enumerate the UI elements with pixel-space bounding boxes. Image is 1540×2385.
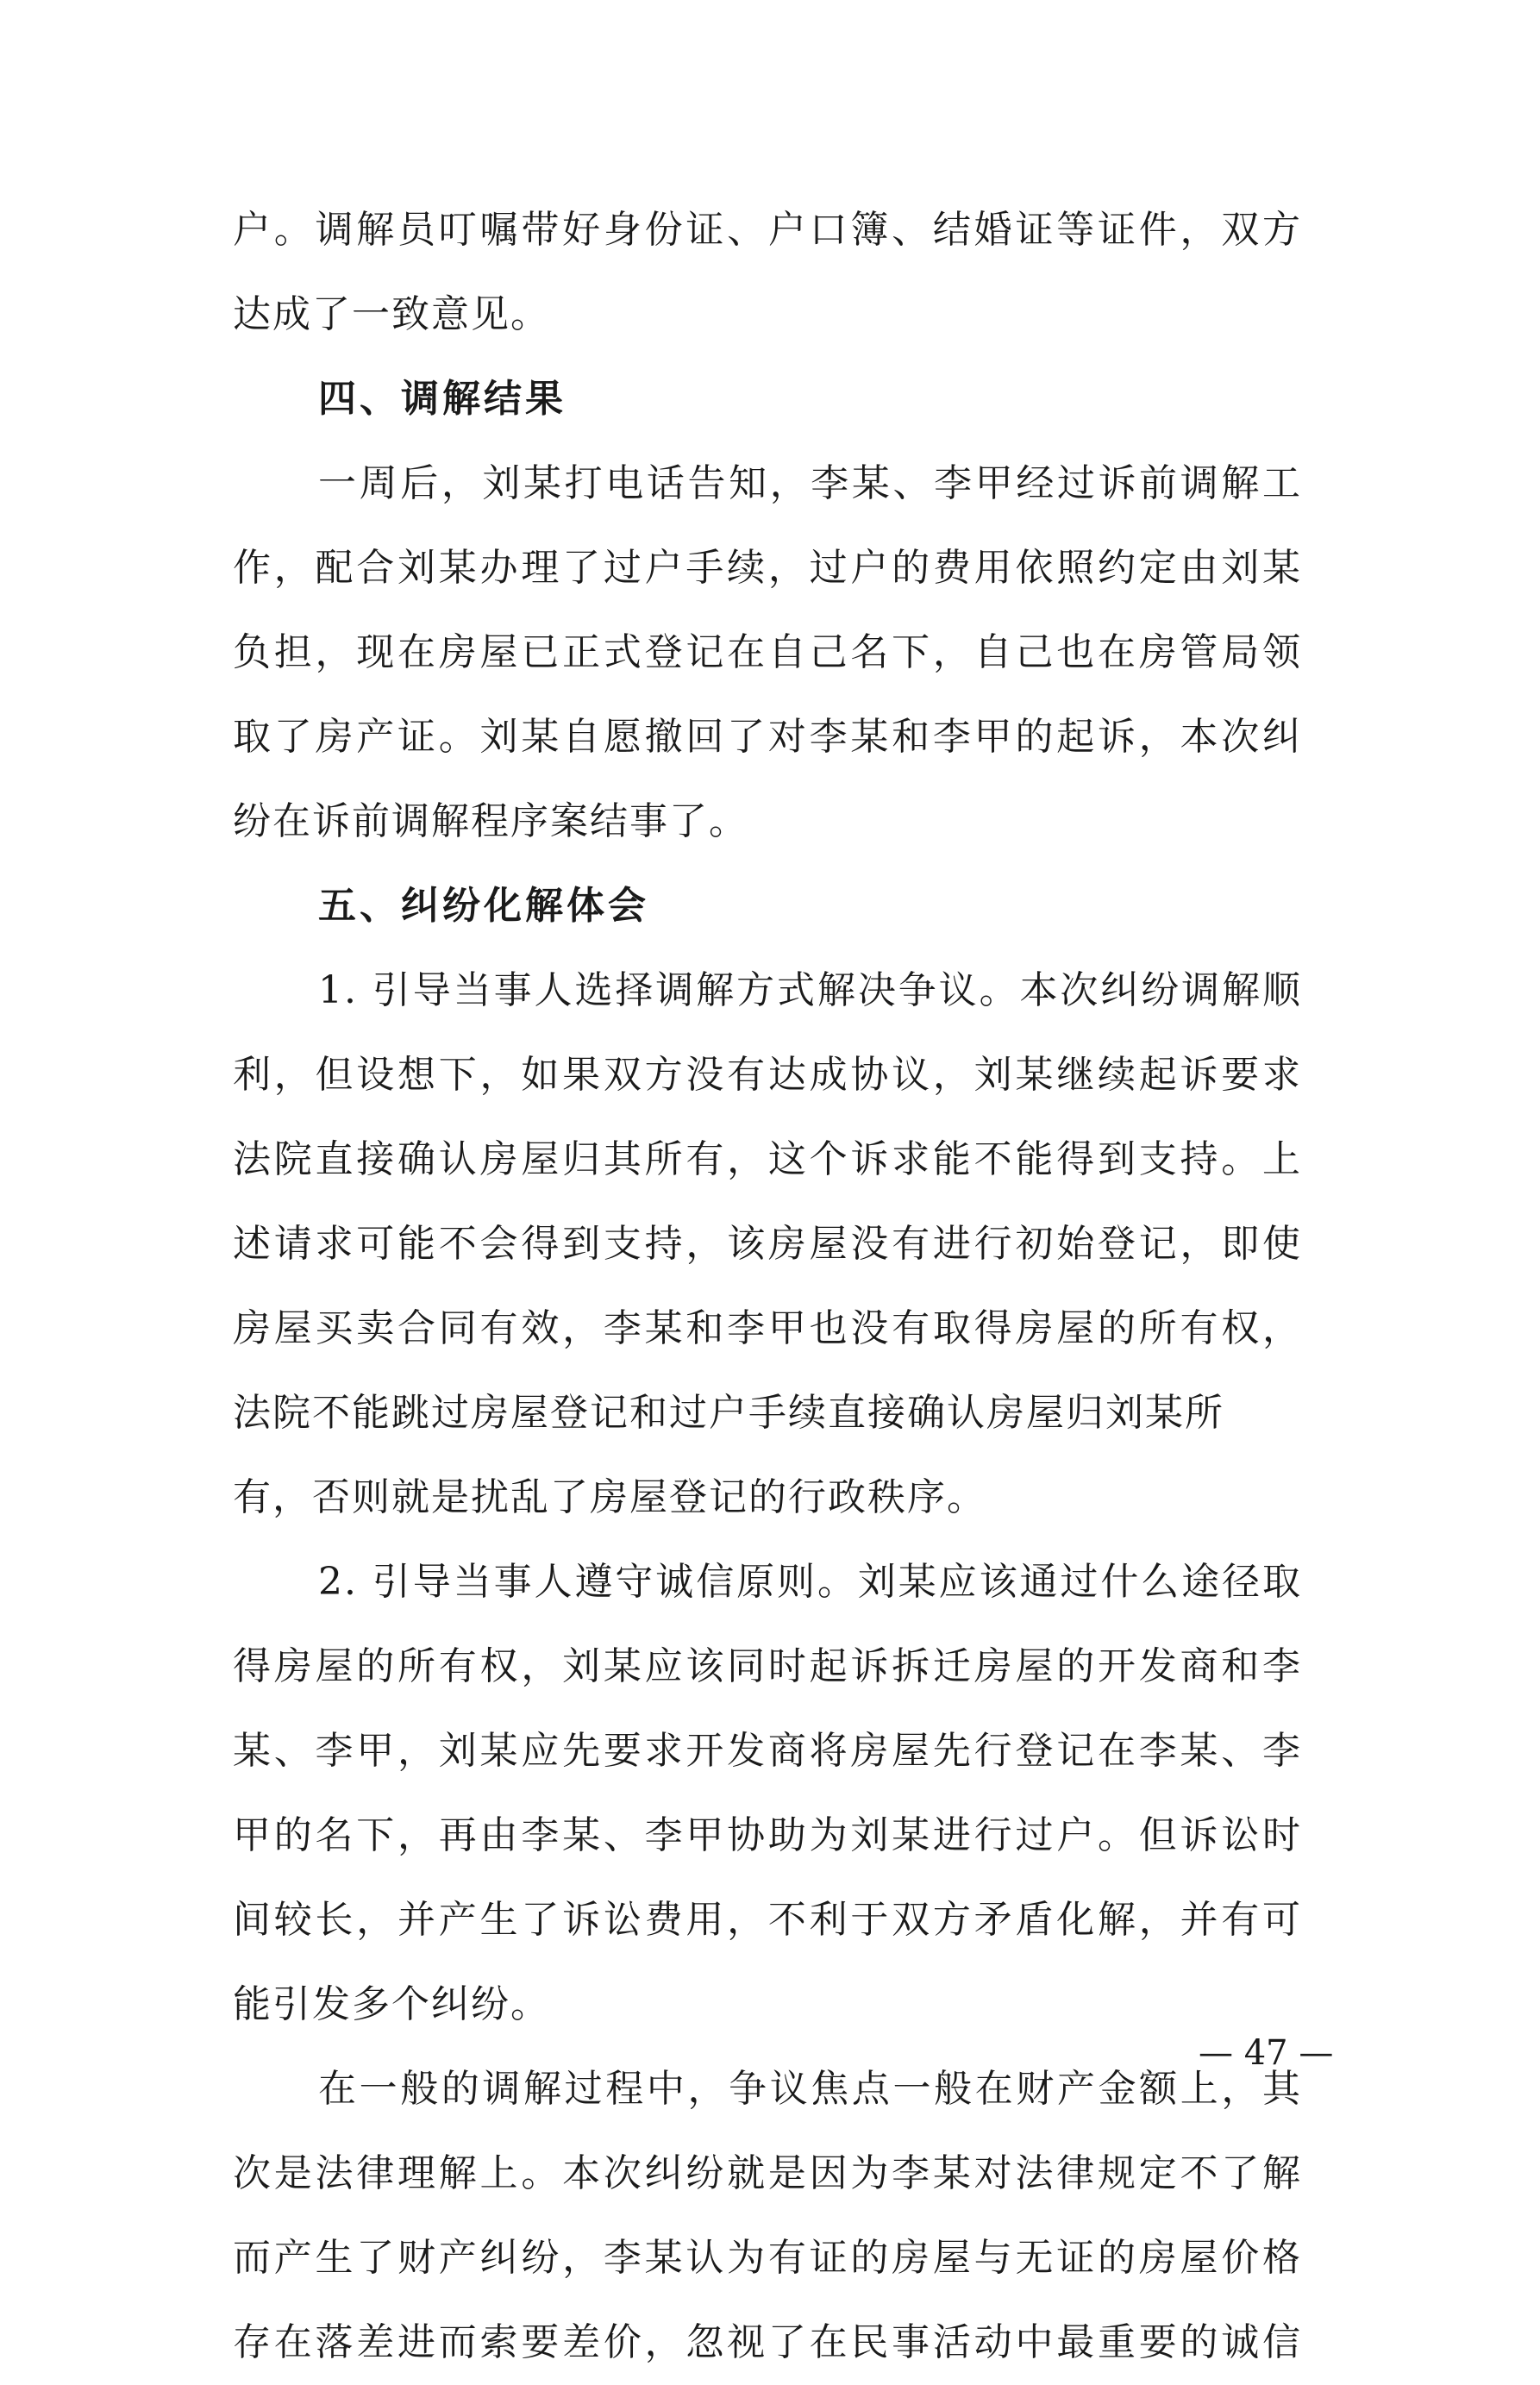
text-line: 得房屋的所有权，刘某应该同时起诉拆迁房屋的开发商和李 (233, 1644, 1302, 1688)
text-line: 户。调解员叮嘱带好身份证、户口簿、结婚证等证件，双方 (233, 208, 1302, 252)
section-heading: 五、纠纷化解体会 (318, 884, 649, 928)
page-number: — 47 — (1199, 2033, 1334, 2073)
text-line: 能引发多个纠纷。 (233, 1982, 550, 2026)
text-line: 在一般的调解过程中，争议焦点一般在财产金额上，其 (318, 2067, 1302, 2111)
text-line: 1. 引导当事人选择调解方式解决争议。本次纠纷调解顺 (318, 968, 1302, 1012)
text-line: 次是法律理解上。本次纠纷就是因为李某对法律规定不了解 (233, 2151, 1302, 2195)
text-line: 法院不能跳过房屋登记和过户手续直接确认房屋归刘某所 (233, 1391, 1224, 1435)
text-line: 甲的名下，再由李某、李甲协助为刘某进行过户。但诉讼时 (233, 1813, 1302, 1857)
text-line: 间较长，并产生了诉讼费用，不利于双方矛盾化解，并有可 (233, 1898, 1302, 1942)
text-line: 某、李甲，刘某应先要求开发商将房屋先行登记在李某、李 (233, 1729, 1302, 1773)
text-line: 取了房产证。刘某自愿撤回了对李某和李甲的起诉，本次纠 (233, 715, 1302, 759)
text-line: 述请求可能不会得到支持，该房屋没有进行初始登记，即使 (233, 1222, 1302, 1266)
text-line: 房屋买卖合同有效，李某和李甲也没有取得房屋的所有权， (233, 1306, 1302, 1350)
text-line: 利，但设想下，如果双方没有达成协议，刘某继续起诉要求 (233, 1053, 1302, 1097)
text-line: 纷在诉前调解程序案结事了。 (233, 799, 748, 843)
text-line: 作，配合刘某办理了过户手续，过户的费用依照约定由刘某 (233, 546, 1302, 590)
text-line: 负担，现在房屋已正式登记在自己名下，自己也在房管局领 (233, 630, 1302, 674)
text-line: 而产生了财产纠纷，李某认为有证的房屋与无证的房屋价格 (233, 2236, 1302, 2280)
text-line: 法院直接确认房屋归其所有，这个诉求能不能得到支持。上 (233, 1137, 1302, 1181)
text-line: 有，否则就是扰乱了房屋登记的行政秩序。 (233, 1475, 986, 1519)
text-line: 一周后，刘某打电话告知，李某、李甲经过诉前调解工 (318, 461, 1302, 505)
section-heading: 四、调解结果 (318, 377, 567, 421)
text-line: 达成了一致意见。 (233, 292, 550, 336)
text-line: 2. 引导当事人遵守诚信原则。刘某应该通过什么途径取 (318, 1560, 1302, 1604)
text-line: 存在落差进而索要差价，忽视了在民事活动中最重要的诚信 (233, 2320, 1302, 2364)
document-body (233, 188, 1302, 2385)
